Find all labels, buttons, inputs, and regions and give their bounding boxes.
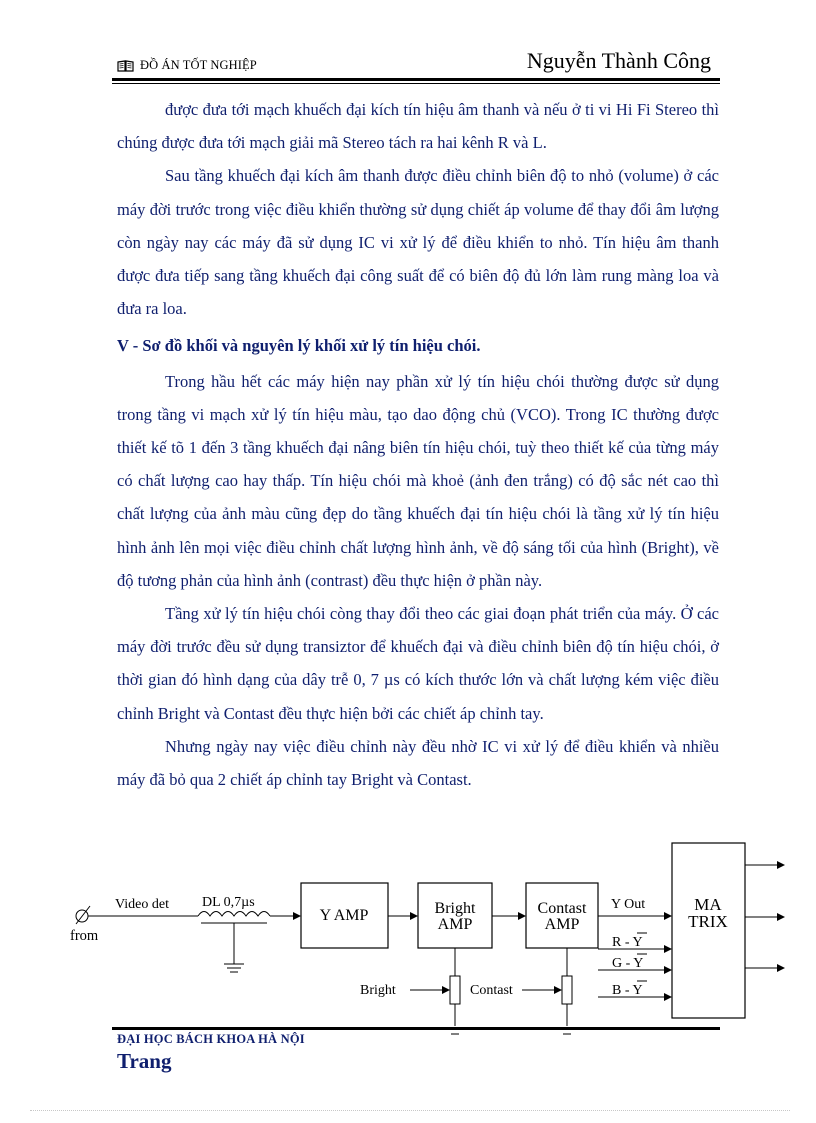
delay-line-coil (198, 912, 270, 973)
matrix-label-2: TRIX (688, 912, 728, 931)
paragraph-3: Trong hầu hết các máy hiện nay phần xử lý tín hiệu chói thường được sử dụng trong tầng vi mạch xử lý tín hiệu màu, tạo dao động chủ (VCO). Trong IC thường được thiết kế tõ 1 đến 3 tầng khuếch đại nâng biên tín hiệu chói, tuỳ theo thiết kế của từng máy có chất lượng cao hay thấp. Tín hiệu chói mà khoẻ (ảnh đen trắng) có độ sắc nét cao thì chất lượng của ảnh màu cũng đẹp do tầng khuếch đại tín hiệu chói là tầng xử lý tín hiệu hình ảnh lên mọi việc điều chỉnh chất lượng hình ảnh, về độ sáng tối của hình (Bright), về độ tương phản của hình ảnh (contrast) đều thực hiện ở phần này. (117, 371, 719, 590)
g-y-label: G - Y (612, 956, 644, 971)
paragraph-2: Sau tầng khuếch đại kích âm thanh được điều chỉnh biên độ to nhỏ (volume) ở các máy đời trước trong việc điều khiển thường sử dụng chiết áp volume để thay đổi âm lượng còn ngày nay các máy đã sử dụng IC vi xử lý để điều khiển to nhỏ. Tín hiệu âm thanh được đưa tiếp sang tầng khuếch đại công suất để có biên độ đủ lớn làm rung màng loa và đưa ra loa. (117, 166, 719, 319)
block-diagram-svg (0, 836, 816, 1046)
book-icon (117, 60, 134, 72)
page-bottom-border (30, 1110, 790, 1111)
footer-university: ĐẠI HỌC BÁCH KHOA HÀ NỘI (117, 1032, 305, 1046)
header-author: Nguyễn Thành Công (526, 48, 711, 73)
matrix-label-1: MA (694, 895, 722, 914)
header-left (117, 58, 257, 73)
y-amp-label: Y AMP (319, 907, 369, 924)
bright-potentiometer (450, 948, 460, 1034)
header-rule-thin (112, 83, 720, 84)
video-det-label: Video det (115, 897, 169, 912)
document-body (117, 93, 719, 796)
footer-rule (112, 1027, 720, 1030)
y-out-label: Y Out (611, 897, 646, 912)
r-y-label: R - Y (612, 935, 643, 950)
footer-page-label: Trang (117, 1049, 172, 1073)
from-label: from (70, 928, 99, 944)
paragraph-5: Nhưng ngày nay việc điều chỉnh này đều nhờ IC vi xử lý để điều khiển và nhiều máy đã bỏ qua 2 chiết áp chỉnh tay Bright và Contast. (117, 736, 719, 790)
b-y-label: B - Y (612, 983, 643, 998)
contast-potentiometer (562, 948, 572, 1034)
paragraph-4: Tầng xử lý tín hiệu chói còng thay đổi theo các giai đoạn phát triển của máy. Ở các máy đời trước đều sử dụng transiztor để khuếch đại và điều chỉnh biên độ tín hiệu chói, ở thời gian đó hình dạng của dây trễ 0, 7 µs có kích thước lớn và chất lượng kém việc điều chỉnh Bright và Contast đều thực hiện bởi các chiết áp chỉnh tay. (117, 604, 719, 723)
bright-control-label: Bright (360, 983, 396, 998)
section-heading: V - Sơ đồ khối và nguyên lý khối xử lý tín hiệu chói. (117, 336, 481, 356)
bright-amp-label-1: Bright (434, 900, 476, 917)
contast-amp-label-2: AMP (544, 916, 580, 933)
header-title: ĐỒ ÁN TỐT NGHIỆP (140, 58, 257, 72)
bright-amp-label-2: AMP (437, 916, 473, 933)
delay-line-label: DL 0,7µs (202, 895, 255, 910)
contast-control-label: Contast (470, 983, 513, 998)
input-terminal (76, 906, 90, 924)
header-rule-thick (112, 78, 720, 81)
contast-amp-label-1: Contast (537, 900, 587, 917)
paragraph-1: được đưa tới mạch khuếch đại kích tín hiệu âm thanh và nếu ở ti vi Hi Fi Stereo thì chúng được đưa tới mạch giải mã Stereo tách ra hai kênh R và L. (117, 100, 719, 153)
block-diagram (0, 836, 816, 1046)
